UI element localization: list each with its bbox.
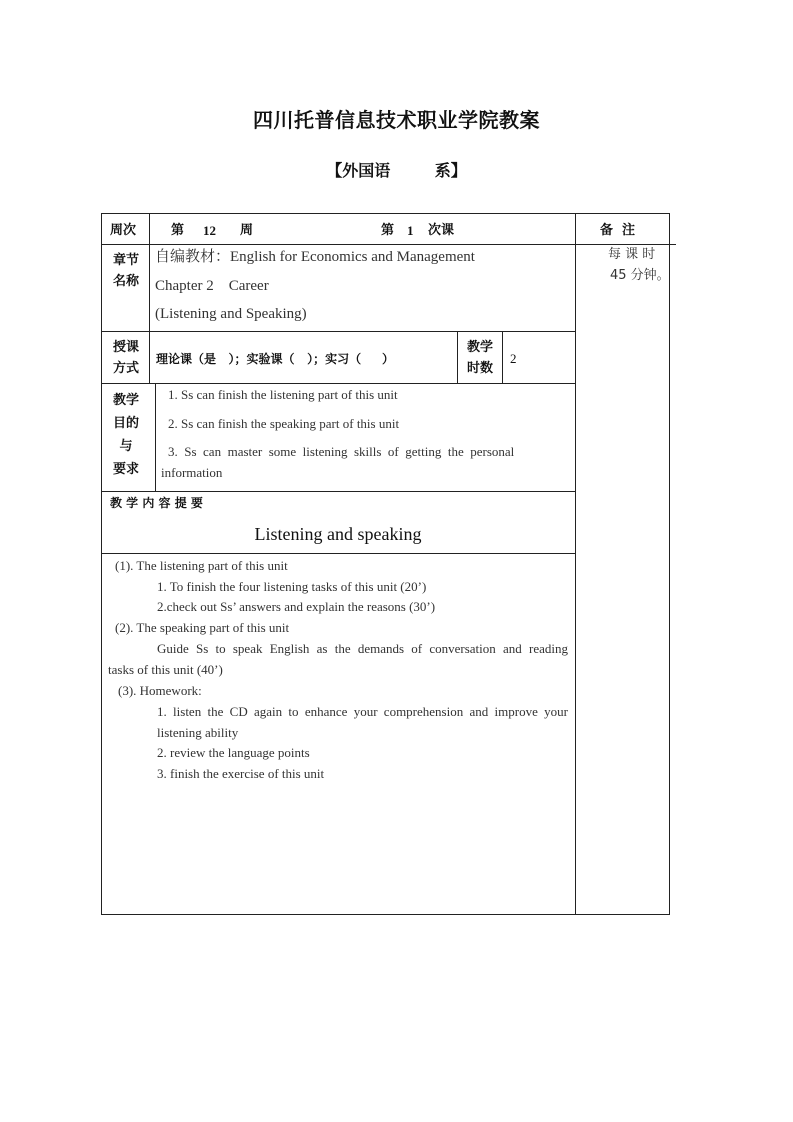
label-column-divider	[149, 213, 150, 384]
hours-label-line: 时数	[466, 361, 493, 376]
content-line: listening ability	[157, 725, 239, 740]
week-prefix: 第	[171, 223, 185, 238]
chapter-name: Chapter 2 Career	[155, 278, 269, 294]
remarks-label: 备 注	[600, 223, 636, 238]
content-line: 2.check out Ss’ answers and explain the reasons (30’)	[157, 599, 436, 614]
week-label: 周次	[110, 223, 137, 238]
method-label-line: 方式	[112, 361, 139, 376]
chapter-label	[104, 250, 148, 292]
lesson-prefix: 第	[381, 223, 395, 238]
content-heading: Listening and speaking	[254, 524, 422, 544]
row-divider	[101, 491, 576, 492]
objective-item: 2. Ss can finish the speaking part of this unit	[168, 416, 400, 431]
row-divider	[101, 553, 576, 554]
table-border-top	[101, 213, 670, 214]
table-border-right	[669, 213, 670, 915]
objectives-label-line: 目的	[112, 416, 139, 431]
lesson-number: 1	[407, 223, 414, 238]
hours-label-line: 教学	[466, 340, 493, 355]
table-border-bottom	[101, 914, 670, 915]
row-divider	[101, 244, 676, 245]
label-column-divider	[155, 383, 156, 491]
section-name: (Listening and Speaking)	[155, 306, 307, 322]
content-line: 3. finish the exercise of this unit	[157, 766, 325, 781]
objective-item: 1. Ss can finish the listening part of this unit	[168, 387, 398, 402]
hours-value: 2	[510, 351, 517, 366]
objective-item: 3. Ss can master some listening skills of getting the personal	[168, 444, 515, 459]
method-label	[104, 337, 148, 379]
remarks-text: 每 课 时	[608, 247, 656, 262]
hours-column-divider	[502, 331, 503, 383]
content-line: 1. To finish the four listening tasks of this unit (20’)	[157, 579, 427, 594]
objectives-label-line: 要求	[112, 462, 139, 477]
row-divider	[101, 383, 576, 384]
chapter-label-line: 名称	[112, 274, 139, 289]
method-content: 理论课（是 ）；实验课（ ）；实习（ ）	[156, 352, 394, 366]
method-label-line: 授课	[112, 340, 139, 355]
chapter-label-line: 章节	[112, 253, 139, 268]
hours-label	[458, 337, 502, 379]
content-line: 2. review the language points	[157, 745, 310, 760]
week-suffix: 周	[240, 223, 254, 238]
objective-item: information	[161, 465, 223, 480]
content-line: Guide Ss to speak English as the demands of conversation and reading	[157, 641, 568, 656]
objectives-label	[104, 389, 148, 481]
document-title: 四川托普信息技术职业学院教案	[253, 108, 540, 132]
content-line: tasks of this unit (40’)	[108, 662, 223, 677]
lesson-suffix: 次课	[428, 223, 455, 238]
objectives-label-line: 教学	[112, 393, 139, 408]
content-label: 教 学 内 容 提 要	[110, 496, 203, 510]
remarks-column-divider	[575, 213, 576, 915]
content-line: (1). The listening part of this unit	[115, 558, 288, 573]
objectives-label-line: 与	[119, 439, 133, 454]
department-line: 【外国语 系】	[326, 161, 467, 180]
remarks-text: 45 分钟。	[610, 268, 670, 283]
week-number: 12	[203, 223, 216, 238]
row-divider	[101, 331, 576, 332]
table-border-left	[101, 213, 102, 915]
content-line: (2). The speaking part of this unit	[115, 620, 290, 635]
content-line: 1. listen the CD again to enhance your comprehension and improve your	[157, 704, 568, 719]
textbook-name: 自编教材：English for Economics and Management	[155, 249, 475, 265]
content-line: (3). Homework:	[118, 683, 202, 698]
